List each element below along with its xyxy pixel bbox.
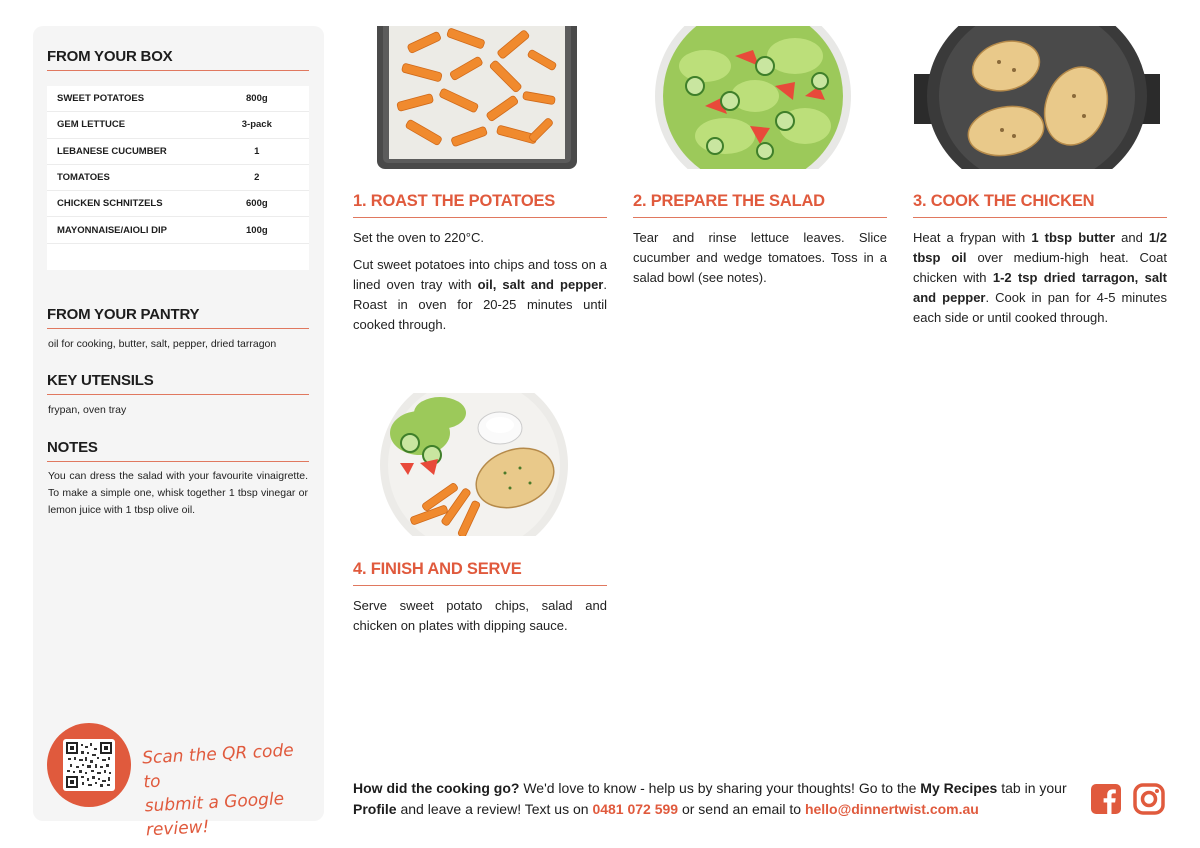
step-4-body [353, 596, 607, 643]
step-3-text: over medium-high heat. Coat chicken with [913, 250, 1167, 285]
utensils-text: frypan, oven tray [48, 404, 127, 416]
step-1-p1: Set the oven to 220°C. [353, 230, 484, 245]
ingredient-row-empty [47, 244, 309, 270]
footer-text: and leave a review! Text us on [396, 801, 593, 817]
step-3-bold: 1 tbsp butter [1031, 230, 1116, 245]
step-4-title: 4. FINISH AND SERVE [353, 560, 607, 586]
ingredient-qty: 800g [246, 93, 268, 105]
step-3-body [913, 228, 1167, 335]
qr-code[interactable] [63, 739, 115, 791]
ingredient-row [47, 217, 309, 243]
from-your-box-heading: FROM YOUR BOX [47, 48, 309, 71]
ingredient-qty: 100g [246, 224, 268, 236]
step-3-bold: 1-2 tsp dried tarragon, salt and pepper [913, 270, 1167, 305]
ingredient-name: GEM LETTUCE [57, 119, 126, 131]
step-3-p1 [913, 228, 1167, 328]
ingredient-name: TOMATOES [57, 172, 110, 184]
ingredient-qty: 2 [254, 172, 260, 184]
ingredient-qty: 600g [246, 198, 268, 210]
step-2-p1: Tear and rinse lettuce leaves. Slice cucumber and wedge tomatoes. Toss in a salad bowl (see notes). [633, 230, 887, 285]
ingredient-name: CHICKEN SCHNITZELS [57, 198, 163, 210]
ingredient-qty: 1 [254, 145, 260, 157]
facebook-icon[interactable] [1090, 783, 1124, 817]
footer-profile: Profile [353, 801, 397, 817]
from-your-pantry-heading: FROM YOUR PANTRY [47, 306, 309, 329]
step-3-bold: 1/2 tbsp oil [913, 230, 1167, 265]
qr-text-line2: submit a Google review! [144, 789, 285, 841]
footer-text: We'd love to know - help us by sharing your thoughts! Go to the [519, 780, 921, 796]
plated-meal-image [380, 393, 569, 536]
ingredient-qty: 3-pack [241, 119, 272, 131]
step-1-p2 [353, 255, 607, 335]
ingredient-row [47, 139, 309, 165]
step-2-title: 2. PREPARE THE SALAD [633, 192, 887, 218]
phone-link[interactable]: 0481 072 599 [592, 801, 679, 817]
step-3-text: and [1115, 230, 1149, 245]
step-1-text: . Roast in oven for 20-25 minutes until cooked through. [353, 277, 607, 332]
step-1-bold: oil, salt and pepper [477, 277, 604, 292]
instagram-icon[interactable] [1133, 783, 1167, 817]
key-utensils-heading: KEY UTENSILS [47, 372, 309, 395]
step-4-p1: Serve sweet potato chips, salad and chicken on plates with dipping sauce. [353, 598, 607, 633]
ingredient-row [47, 191, 309, 217]
qr-text-line1: Scan the QR code to [141, 740, 295, 793]
ingredient-name: SWEET POTATOES [57, 93, 145, 105]
footer-my-recipes: My Recipes [920, 780, 998, 796]
salad-bowl-image [655, 26, 852, 169]
footer-question: How did the cooking go? [353, 780, 520, 796]
pantry-text: oil for cooking, butter, salt, pepper, dried tarragon [48, 338, 277, 350]
step-3-text: . Cook in pan for 4-5 minutes each side or until cooked through. [913, 290, 1167, 325]
notes-heading: NOTES [47, 439, 309, 462]
qr-instruction-text [142, 738, 317, 843]
ingredient-name: LEBANESE CUCUMBER [57, 145, 167, 157]
notes-text: You can dress the salad with your favourite vinaigrette. To make a simple one, whisk together 1 tbsp vinegar or lemon juice with 1 tbsp olive oil. [48, 470, 308, 516]
ingredient-row [47, 165, 309, 191]
ingredient-row [47, 86, 309, 112]
step-1-body [353, 228, 607, 342]
step-1-text: Cut sweet potatoes into chips and toss on a lined oven tray with [353, 257, 607, 292]
step-3-title: 3. COOK THE CHICKEN [913, 192, 1167, 218]
step-3-text: Heat a frypan with [913, 230, 1032, 245]
email-link[interactable]: hello@dinnertwist.com.au [804, 801, 979, 817]
ingredient-name: MAYONNAISE/AIOLI DIP [57, 224, 167, 236]
ingredients-table [47, 86, 309, 270]
footer-text: or send an email to [678, 801, 805, 817]
feedback-footer [353, 778, 1073, 820]
footer-text: tab in your [997, 780, 1067, 796]
ingredient-row [47, 112, 309, 138]
qr-code-badge[interactable] [47, 723, 131, 807]
step-2-body [633, 228, 887, 295]
chicken-frypan-image [914, 26, 1160, 169]
sidebar [33, 26, 324, 821]
step-1-title: 1. ROAST THE POTATOES [353, 192, 607, 218]
roast-potatoes-image [377, 26, 577, 169]
